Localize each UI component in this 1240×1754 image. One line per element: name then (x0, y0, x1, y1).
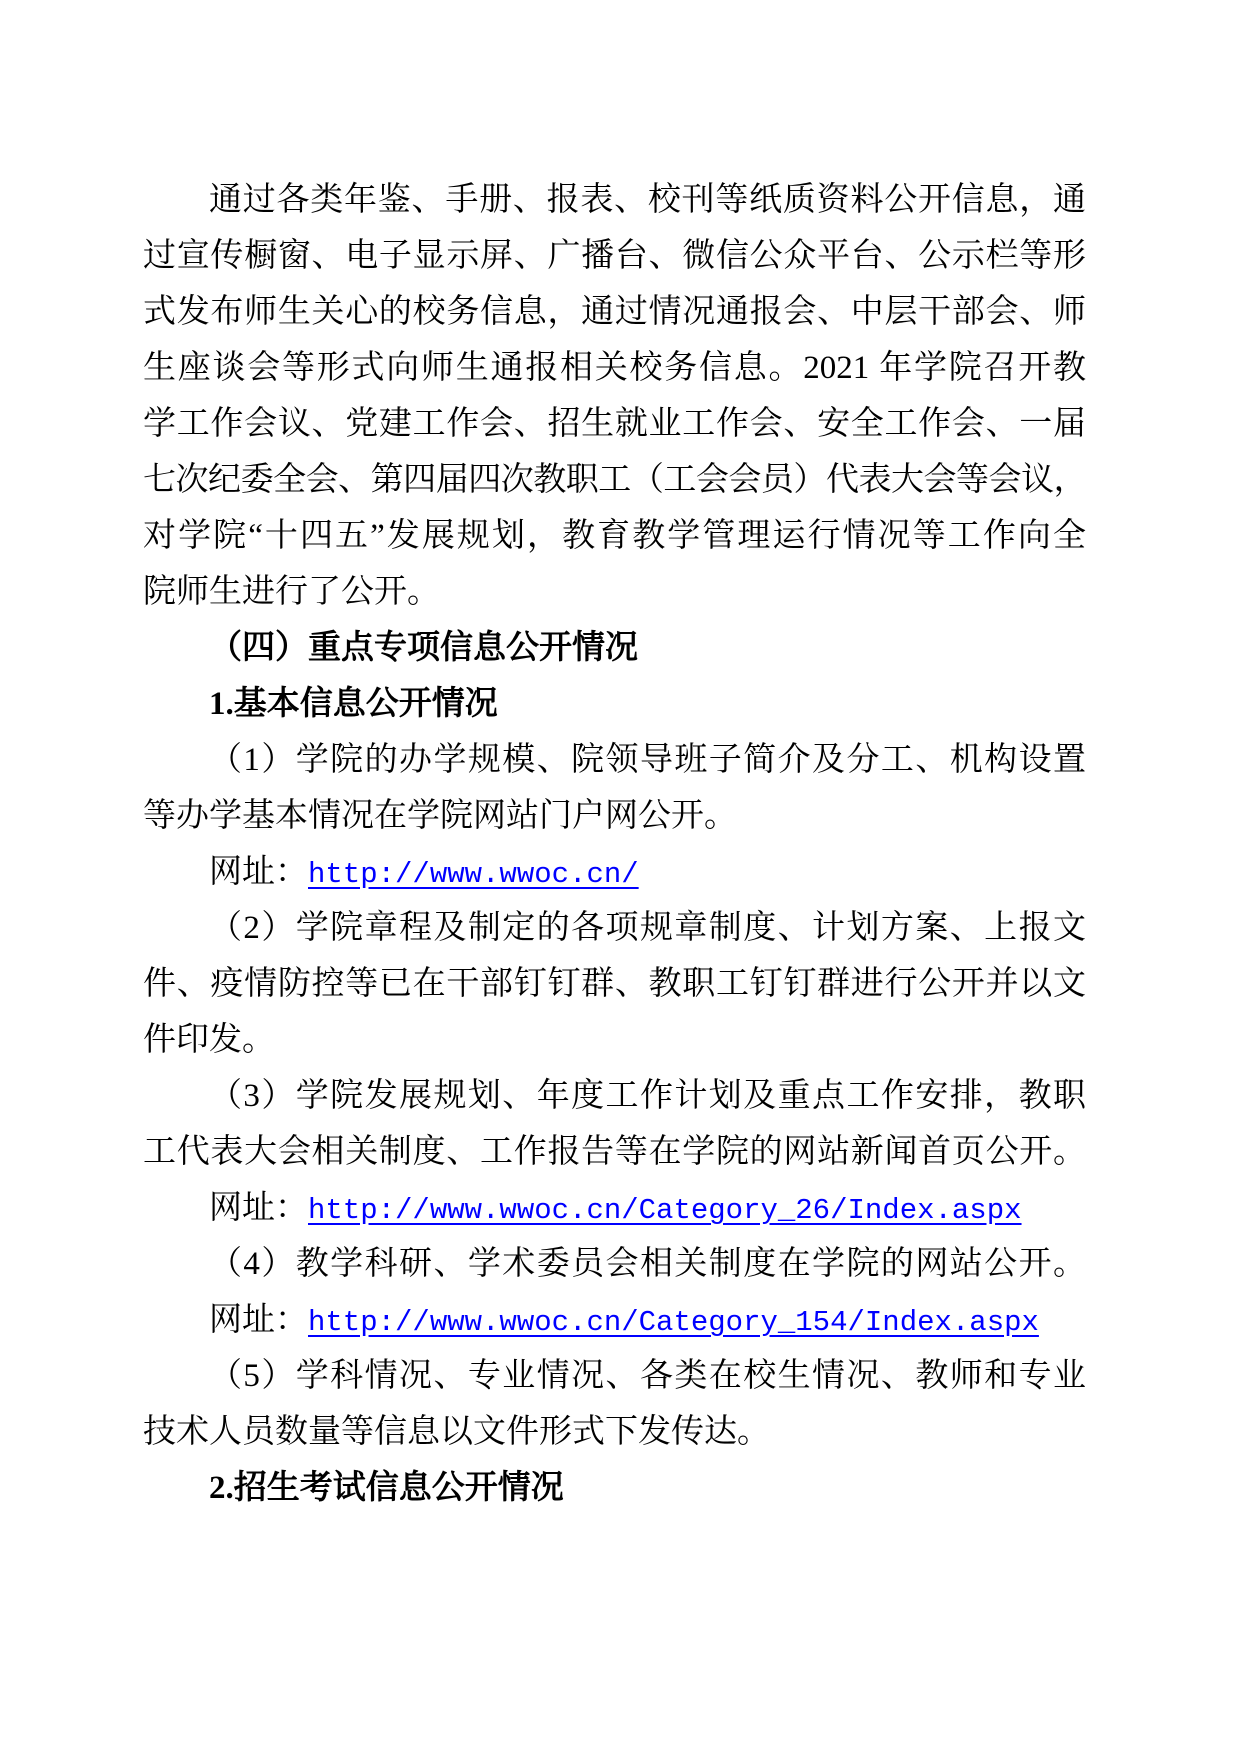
text-line: （3）学院发展规划、年度工作计划及重点工作安排，教职 (209, 1078, 1086, 1114)
heading-section-four: （四）重点专项信息公开情况 (209, 630, 638, 666)
link-wwoc-category-154[interactable]: http://www.wwoc.cn/Category_154/Index.aspx (308, 1306, 1039, 1339)
text-line: 件印发。 (143, 1022, 275, 1058)
url-label: 网址： (209, 854, 308, 890)
heading-admission-exam-info-disclosure: 2.招生考试信息公开情况 (209, 1470, 564, 1506)
text-line: 式发布师生关心的校务信息，通过情况通报会、中层干部会、师 (143, 294, 1086, 330)
document-body (143, 172, 1086, 1516)
heading-basic-info-disclosure: 1.基本信息公开情况 (209, 686, 498, 722)
link-wwoc-category-26[interactable]: http://www.wwoc.cn/Category_26/Index.aspx (308, 1194, 1022, 1227)
text-line: 七次纪委全会、第四届四次教职工（工会会员）代表大会等会议， (143, 462, 1086, 498)
text-line: （4）教学科研、学术委员会相关制度在学院的网站公开。 (209, 1246, 1086, 1282)
url-line (143, 1292, 1086, 1348)
text-line: （2）学院章程及制定的各项规章制度、计划方案、上报文 (209, 910, 1086, 946)
text-line: 工代表大会相关制度、工作报告等在学院的网站新闻首页公开。 (143, 1134, 1086, 1170)
text-line: 过宣传橱窗、电子显示屏、广播台、微信公众平台、公示栏等形 (143, 238, 1086, 274)
text-line: 院师生进行了公开。 (143, 574, 440, 610)
url-line (143, 844, 1086, 900)
text-line: 学工作会议、党建工作会、招生就业工作会、安全工作会、一届 (143, 406, 1086, 442)
text-line: 技术人员数量等信息以文件形式下发传达。 (143, 1414, 770, 1450)
url-label: 网址： (209, 1302, 308, 1338)
text-line: 通过各类年鉴、手册、报表、校刊等纸质资料公开信息，通 (209, 182, 1086, 218)
text-line: （5）学科情况、专业情况、各类在校生情况、教师和专业 (209, 1358, 1086, 1394)
url-line (143, 1180, 1086, 1236)
text-line: 生座谈会等形式向师生通报相关校务信息。2021 年学院召开教 (143, 350, 1086, 386)
text-line: （1）学院的办学规模、院领导班子简介及分工、机构设置 (209, 742, 1086, 778)
text-line: 对学院“十四五”发展规划，教育教学管理运行情况等工作向全 (143, 518, 1086, 554)
text-line: 件、疫情防控等已在干部钉钉群、教职工钉钉群进行公开并以文 (143, 966, 1086, 1002)
text-line: 等办学基本情况在学院网站门户网公开。 (143, 798, 737, 834)
url-label: 网址： (209, 1190, 308, 1226)
link-wwoc-home[interactable]: http://www.wwoc.cn/ (308, 858, 639, 891)
